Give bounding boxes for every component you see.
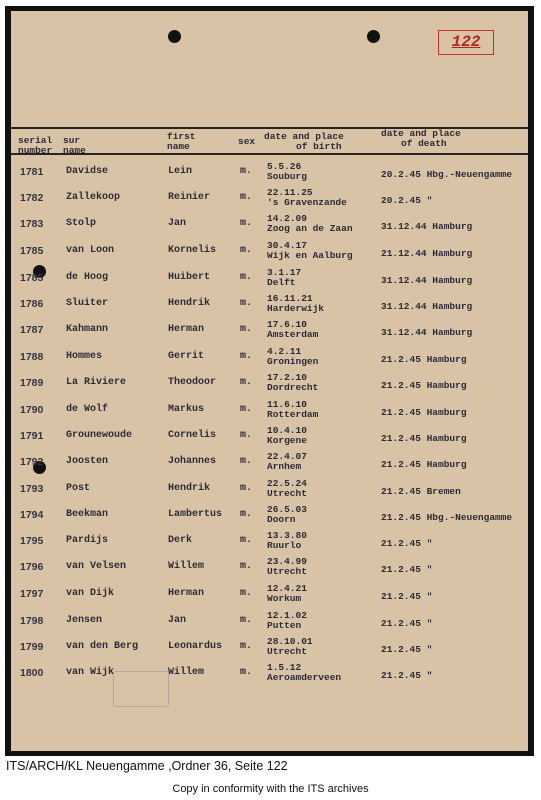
surname: van Wijk [66, 667, 115, 678]
first-name: Herman [168, 588, 205, 599]
list-item [0, 400, 541, 426]
header-death: date and place of death [381, 128, 461, 149]
sex: m. [240, 218, 253, 229]
list-item [0, 505, 541, 531]
death-date-place: 31.12.44 Hamburg [381, 221, 473, 232]
first-name: Jan [168, 218, 187, 229]
birth-date: 16.11.21 [267, 293, 313, 304]
serial-number: 1797 [20, 588, 44, 600]
list-item [0, 294, 541, 320]
sex: m. [240, 535, 253, 546]
first-name: Willem [168, 561, 205, 572]
list-item [0, 214, 541, 240]
birth-date-place [267, 452, 307, 472]
birth-place: Korgene [267, 435, 307, 446]
birth-place: Utrecht [267, 488, 307, 499]
birth-place: Ruurlo [267, 540, 302, 551]
surname: van Dijk [66, 588, 115, 599]
serial-number: 1791 [20, 430, 44, 442]
serial-number: 1796 [20, 561, 44, 573]
serial-number: 1800 [20, 667, 44, 679]
first-name: Reinier [168, 192, 211, 203]
first-name: Kornelis [168, 245, 217, 256]
list-item [0, 637, 541, 663]
birth-date-place [267, 373, 318, 393]
birth-place: Arnhem [267, 461, 302, 472]
sex: m. [240, 377, 253, 388]
death-date-place: 31.12.44 Hamburg [381, 275, 473, 286]
birth-date-place [267, 663, 341, 683]
death-date-place: 21.2.45 Hamburg [381, 354, 467, 365]
birth-date: 23.4.99 [267, 556, 307, 567]
surname: Hommes [66, 351, 103, 362]
birth-date-place [267, 214, 353, 234]
birth-date-place [267, 505, 307, 525]
first-name: Cornelis [168, 430, 217, 441]
list-item [0, 557, 541, 583]
sex: m. [240, 272, 253, 283]
punch-hole [367, 30, 380, 43]
surname: Post [66, 483, 91, 494]
first-name: Huibert [168, 272, 211, 283]
birth-date-place [267, 400, 318, 420]
birth-date-place [267, 268, 301, 288]
birth-place: Utrecht [267, 646, 307, 657]
serial-number: 1795 [20, 535, 44, 547]
sex: m. [240, 245, 253, 256]
serial-number: 1781 [20, 166, 44, 178]
birth-place: Amsterdam [267, 329, 319, 340]
header-first-name: first name [167, 131, 196, 152]
surname: La Riviere [66, 377, 127, 388]
birth-date-place [267, 531, 307, 551]
header-serial: serial number [18, 135, 53, 156]
birth-date-place [267, 188, 347, 208]
birth-date: 22.11.25 [267, 187, 313, 198]
surname: van Loon [66, 245, 115, 256]
birth-place: Delft [267, 277, 296, 288]
death-date-place: 21.2.45 " [381, 591, 433, 602]
list-item [0, 320, 541, 346]
death-date-place: 21.2.45 Hbg.-Neuengamme [381, 512, 513, 523]
first-name: Herman [168, 324, 205, 335]
birth-date: 4.2.11 [267, 346, 302, 357]
sex: m. [240, 298, 253, 309]
sex: m. [240, 324, 253, 335]
birth-date-place [267, 611, 307, 631]
birth-place: Aeroamderveen [267, 672, 342, 683]
death-date-place: 21.2.45 " [381, 644, 433, 655]
serial-number: 1794 [20, 509, 44, 521]
death-date-place: 21.2.45 Hamburg [381, 380, 467, 391]
page-number-stamp: 122 [438, 30, 494, 55]
serial-number: 1787 [20, 324, 44, 336]
birth-date: 12.4.21 [267, 583, 307, 594]
birth-place: Wijk en Aalburg [267, 250, 353, 261]
surname: Beekman [66, 509, 109, 520]
punch-hole [168, 30, 181, 43]
birth-date-place [267, 241, 353, 261]
list-item [0, 584, 541, 610]
birth-date: 1.5.12 [267, 662, 302, 673]
sex: m. [240, 430, 253, 441]
birth-date: 14.2.09 [267, 213, 307, 224]
birth-date: 22.5.24 [267, 478, 307, 489]
list-item [0, 188, 541, 214]
first-name: Jan [168, 615, 187, 626]
surname: Jensen [66, 615, 103, 626]
serial-number: 1799 [20, 641, 44, 653]
birth-date: 28.10.01 [267, 636, 313, 647]
first-name: Theodoor [168, 377, 217, 388]
birth-date: 13.3.80 [267, 530, 307, 541]
sex: m. [240, 166, 253, 177]
surname: Zallekoop [66, 192, 121, 203]
serial-number: 1788 [20, 351, 44, 363]
birth-date-place [267, 557, 307, 577]
birth-date: 30.4.17 [267, 240, 307, 251]
birth-date-place [267, 347, 318, 367]
list-item [0, 426, 541, 452]
birth-date: 5.5.26 [267, 161, 302, 172]
serial-number: 1785 [20, 245, 44, 257]
birth-date-place [267, 426, 307, 446]
birth-date-place [267, 320, 318, 340]
list-item [0, 611, 541, 637]
death-date-place: 31.12.44 Hamburg [381, 301, 473, 312]
death-date-place: 21.2.45 " [381, 670, 433, 681]
sex: m. [240, 456, 253, 467]
header-sex: sex [238, 136, 256, 147]
birth-place: Rotterdam [267, 409, 319, 420]
surname: Joosten [66, 456, 109, 467]
birth-place: Utrecht [267, 566, 307, 577]
first-name: Derk [168, 535, 193, 546]
list-item [0, 241, 541, 267]
serial-number: 1798 [20, 615, 44, 627]
death-date-place: 21.2.45 " [381, 618, 433, 629]
header-rule-bottom [11, 153, 528, 155]
first-name: Johannes [168, 456, 217, 467]
serial-number: 1786 [20, 298, 44, 310]
birth-place: Zoog an de Zaan [267, 223, 353, 234]
surname: van den Berg [66, 641, 139, 652]
surname: Grounewoude [66, 430, 133, 441]
serial-number: 1783 [20, 218, 44, 230]
birth-date: 22.4.07 [267, 451, 307, 462]
surname: de Hoog [66, 272, 109, 283]
birth-place: Souburg [267, 171, 307, 182]
first-name: Lein [168, 166, 193, 177]
surname: de Wolf [66, 404, 109, 415]
surname: Sluiter [66, 298, 109, 309]
first-name: Lambertus [168, 509, 223, 520]
birth-place: Groningen [267, 356, 319, 367]
list-item [0, 531, 541, 557]
birth-date: 10.4.10 [267, 425, 307, 436]
birth-date: 11.6.10 [267, 399, 307, 410]
birth-date-place [267, 584, 307, 604]
first-name: Hendrik [168, 483, 211, 494]
death-date-place: 21.2.45 Hamburg [381, 459, 467, 470]
birth-place: 's Gravenzande [267, 197, 347, 208]
death-date-place: 21.2.45 Hamburg [381, 407, 467, 418]
first-name: Hendrik [168, 298, 211, 309]
surname: Kahmann [66, 324, 109, 335]
sex: m. [240, 641, 253, 652]
birth-date: 26.5.03 [267, 504, 307, 515]
first-name: Markus [168, 404, 205, 415]
birth-date-place [267, 637, 313, 657]
serial-number: 1793 [20, 483, 44, 495]
birth-date-place [267, 162, 307, 182]
source-caption: ITS/ARCH/KL Neuengamme ,Ordner 36, Seite 122 [6, 759, 288, 773]
birth-date-place [267, 294, 324, 314]
sex: m. [240, 404, 253, 415]
serial-number: 1785 [20, 272, 44, 284]
archive-stamp [113, 671, 169, 707]
death-date-place: 20.2.45 Hbg.-Neuengamme [381, 169, 513, 180]
sex: m. [240, 615, 253, 626]
birth-place: Workum [267, 593, 302, 604]
birth-place: Putten [267, 620, 302, 631]
list-item [0, 452, 541, 478]
birth-place: Dordrecht [267, 382, 319, 393]
surname: Pardijs [66, 535, 109, 546]
birth-date-place [267, 479, 307, 499]
death-date-place: 21.2.45 " [381, 564, 433, 575]
sex: m. [240, 588, 253, 599]
sex: m. [240, 483, 253, 494]
death-date-place: 21.2.45 " [381, 538, 433, 549]
list-item [0, 162, 541, 188]
death-date-place: 21.2.45 Bremen [381, 486, 461, 497]
serial-number: 1790 [20, 404, 44, 416]
birth-date: 17.6.10 [267, 319, 307, 330]
surname: Davidse [66, 166, 109, 177]
death-date-place: 20.2.45 " [381, 195, 433, 206]
first-name: Leonardus [168, 641, 223, 652]
list-item [0, 268, 541, 294]
sex: m. [240, 667, 253, 678]
surname: Stolp [66, 218, 97, 229]
list-item [0, 373, 541, 399]
list-item [0, 479, 541, 505]
sex: m. [240, 509, 253, 520]
serial-number: 1792 [20, 456, 44, 468]
sex: m. [240, 192, 253, 203]
birth-date: 3.1.17 [267, 267, 302, 278]
surname: van Velsen [66, 561, 127, 572]
list-item [0, 347, 541, 373]
death-date-place: 21.12.44 Hamburg [381, 248, 473, 259]
death-date-place: 21.2.45 Hamburg [381, 433, 467, 444]
conformity-caption: Copy in conformity with the ITS archives [172, 783, 369, 795]
sex: m. [240, 561, 253, 572]
first-name: Gerrit [168, 351, 205, 362]
header-surname: sur name [63, 135, 86, 156]
list-item [0, 663, 541, 689]
birth-place: Doorn [267, 514, 296, 525]
first-name: Willem [168, 667, 205, 678]
birth-place: Harderwijk [267, 303, 325, 314]
sex: m. [240, 351, 253, 362]
birth-date: 17.2.10 [267, 372, 307, 383]
serial-number: 1789 [20, 377, 44, 389]
header-birth: date and place of birth [264, 131, 344, 152]
death-date-place: 31.12.44 Hamburg [381, 327, 473, 338]
serial-number: 1782 [20, 192, 44, 204]
birth-date: 12.1.02 [267, 610, 307, 621]
